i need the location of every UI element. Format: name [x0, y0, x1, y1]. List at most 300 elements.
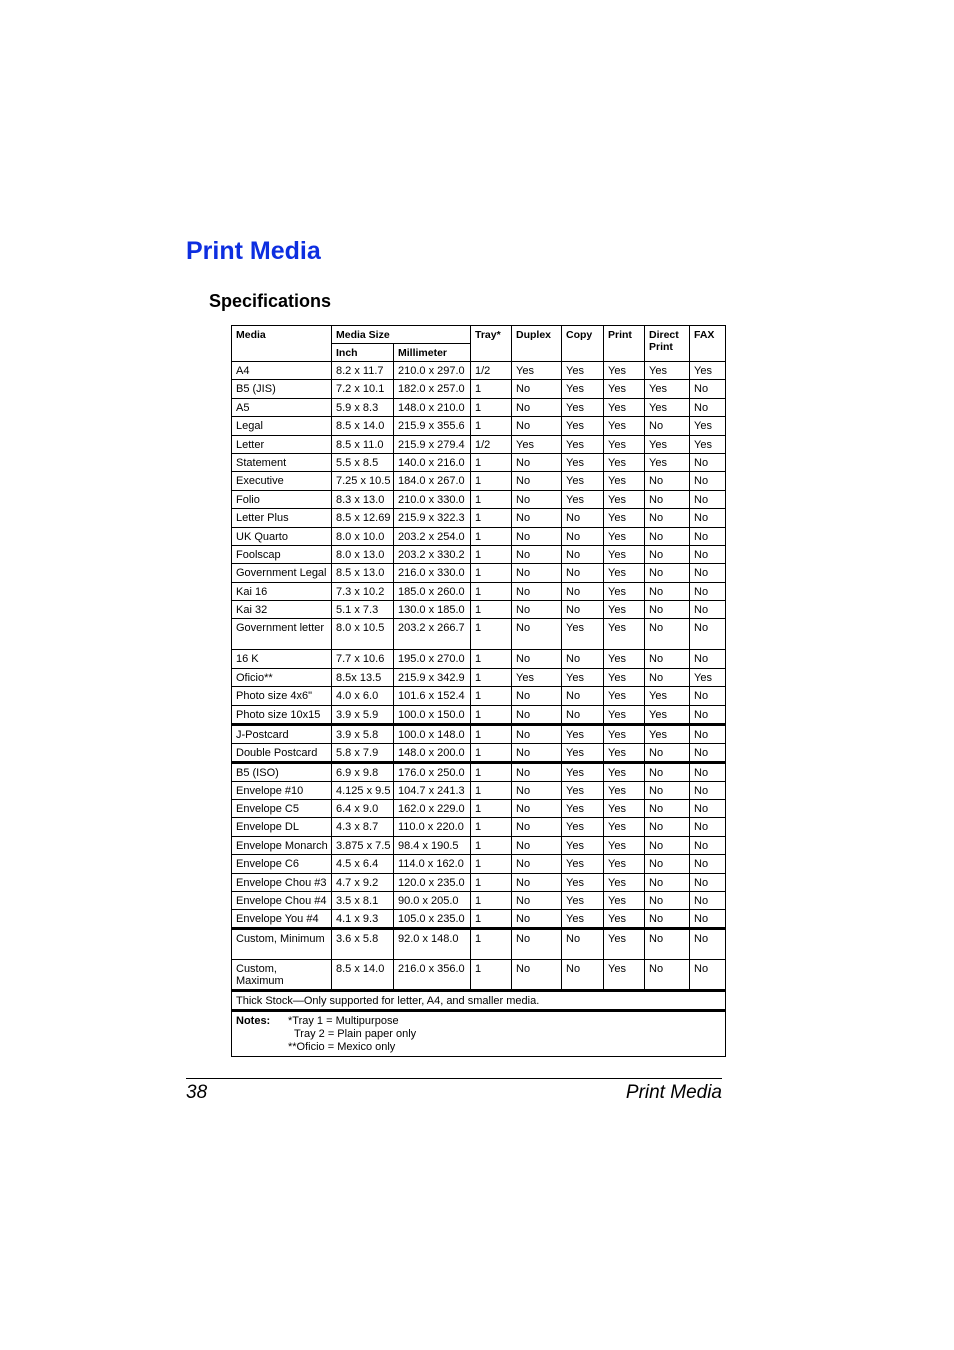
table-cell: Yes [562, 668, 604, 686]
table-cell: 203.2 x 330.2 [394, 545, 471, 563]
table-cell: Photo size 10x15 [232, 705, 332, 724]
table-row [232, 619, 726, 650]
table-cell: Envelope #10 [232, 781, 332, 799]
table-row [232, 472, 726, 490]
table-cell: 185.0 x 260.0 [394, 582, 471, 600]
table-cell: No [562, 650, 604, 668]
notes-lines [288, 1015, 416, 1054]
table-cell: No [512, 545, 562, 563]
table-cell: No [645, 743, 690, 762]
table-cell: No [690, 453, 726, 471]
table-row [232, 564, 726, 582]
table-cell: 8.5 x 14.0 [332, 960, 394, 991]
table-cell: 1/2 [471, 362, 512, 380]
table-cell: Envelope You #4 [232, 910, 332, 929]
table-row [232, 417, 726, 435]
header-media-size: Media Size [332, 326, 471, 344]
table-row [232, 582, 726, 600]
table-row [232, 545, 726, 563]
table-cell: Yes [604, 929, 645, 960]
note-line: Tray 2 = Plain paper only [294, 1028, 417, 1041]
table-row [232, 800, 726, 818]
table-cell: Yes [604, 724, 645, 743]
table-cell: No [645, 668, 690, 686]
table-cell: 184.0 x 267.0 [394, 472, 471, 490]
table-cell: No [690, 490, 726, 508]
note-line: *Tray 1 = Multipurpose [288, 1015, 399, 1028]
table-cell: 8.5x 13.5 [332, 668, 394, 686]
section-heading: Specifications [209, 291, 332, 311]
media-spec-table [231, 325, 726, 1057]
table-cell: No [645, 527, 690, 545]
table-cell: Yes [562, 873, 604, 891]
table-cell: Yes [604, 743, 645, 762]
table-cell: Envelope C5 [232, 800, 332, 818]
table-cell: Envelope Monarch [232, 836, 332, 854]
table-cell: No [645, 762, 690, 781]
table-cell: 1 [471, 453, 512, 471]
table-cell: 1 [471, 743, 512, 762]
table-cell: Yes [604, 800, 645, 818]
table-cell: J-Postcard [232, 724, 332, 743]
page-title: Print Media [186, 237, 321, 265]
table-cell: Yes [604, 509, 645, 527]
table-cell: Legal [232, 417, 332, 435]
table-cell: No [645, 960, 690, 991]
table-cell: Yes [562, 781, 604, 799]
table-cell: No [512, 472, 562, 490]
table-cell: No [512, 509, 562, 527]
table-cell: No [690, 564, 726, 582]
table-cell: Yes [604, 490, 645, 508]
table-cell: 1 [471, 619, 512, 650]
table-cell: 1 [471, 380, 512, 398]
table-cell: 203.2 x 266.7 [394, 619, 471, 650]
table-row [232, 929, 726, 960]
table-cell: Government Legal [232, 564, 332, 582]
table-cell: No [512, 836, 562, 854]
table-cell: No [512, 453, 562, 471]
table-cell: 1 [471, 509, 512, 527]
table-cell: 8.5 x 11.0 [332, 435, 394, 453]
table-cell: 1 [471, 650, 512, 668]
table-cell: Yes [604, 873, 645, 891]
table-cell: 100.0 x 148.0 [394, 724, 471, 743]
table-cell: No [562, 545, 604, 563]
table-cell: 1 [471, 762, 512, 781]
table-cell: 8.5 x 14.0 [332, 417, 394, 435]
table-cell: Yes [562, 724, 604, 743]
table-cell: 114.0 x 162.0 [394, 855, 471, 873]
table-cell: Photo size 4x6" [232, 687, 332, 705]
table-row [232, 762, 726, 781]
table-cell: Yes [604, 472, 645, 490]
table-cell: No [512, 398, 562, 416]
table-cell: Yes [562, 855, 604, 873]
table-row [232, 724, 726, 743]
table-cell: No [645, 781, 690, 799]
table-row [232, 601, 726, 619]
table-cell: 7.7 x 10.6 [332, 650, 394, 668]
table-cell: 7.3 x 10.2 [332, 582, 394, 600]
table-cell: Yes [562, 818, 604, 836]
footer-divider [186, 1078, 722, 1079]
table-cell: Yes [645, 453, 690, 471]
table-cell: Yes [690, 417, 726, 435]
table-cell: No [690, 687, 726, 705]
table-cell: No [690, 818, 726, 836]
table-cell: 210.0 x 297.0 [394, 362, 471, 380]
table-cell: Yes [562, 800, 604, 818]
table-cell: Yes [604, 781, 645, 799]
table-cell: Folio [232, 490, 332, 508]
table-cell: Yes [512, 362, 562, 380]
table-cell: 1/2 [471, 435, 512, 453]
table-cell: 8.5 x 12.69 [332, 509, 394, 527]
table-cell: No [690, 527, 726, 545]
table-cell: No [690, 781, 726, 799]
table-cell: 140.0 x 216.0 [394, 453, 471, 471]
table-cell: 101.6 x 152.4 [394, 687, 471, 705]
table-cell: Yes [604, 836, 645, 854]
table-cell: Yes [645, 380, 690, 398]
table-cell: No [645, 650, 690, 668]
table-cell: No [690, 724, 726, 743]
table-cell: No [690, 380, 726, 398]
table-cell: Letter Plus [232, 509, 332, 527]
table-cell: Double Postcard [232, 743, 332, 762]
table-cell: No [645, 910, 690, 929]
table-cell: 98.4 x 190.5 [394, 836, 471, 854]
table-cell: No [562, 687, 604, 705]
table-cell: No [562, 705, 604, 724]
table-cell: 3.875 x 7.5 [332, 836, 394, 854]
header-media: Media [232, 326, 332, 362]
table-body [232, 362, 726, 991]
table-cell: No [690, 929, 726, 960]
table-cell: 1 [471, 545, 512, 563]
running-footer-title: Print Media [625, 1082, 722, 1103]
table-cell: Government letter [232, 619, 332, 650]
table-cell: Yes [604, 855, 645, 873]
table-cell: Yes [604, 435, 645, 453]
table-cell: Yes [562, 490, 604, 508]
table-cell: Yes [645, 398, 690, 416]
table-cell: No [512, 873, 562, 891]
table-cell: 8.2 x 11.7 [332, 362, 394, 380]
table-cell: 5.1 x 7.3 [332, 601, 394, 619]
table-cell: 3.6 x 5.8 [332, 929, 394, 960]
table-cell: No [645, 490, 690, 508]
table-cell: No [645, 417, 690, 435]
table-cell: No [690, 743, 726, 762]
table-cell: 16 K [232, 650, 332, 668]
table-cell: No [512, 891, 562, 909]
table-row [232, 435, 726, 453]
table-cell: No [512, 910, 562, 929]
table-cell: Yes [604, 891, 645, 909]
table-cell: 1 [471, 564, 512, 582]
table-cell: 8.3 x 13.0 [332, 490, 394, 508]
table-cell: Yes [604, 601, 645, 619]
table-cell: Yes [562, 619, 604, 650]
table-cell: 1 [471, 800, 512, 818]
table-cell: 1 [471, 781, 512, 799]
table-cell: 148.0 x 200.0 [394, 743, 471, 762]
table-cell: Envelope C6 [232, 855, 332, 873]
table-cell: No [690, 855, 726, 873]
table-cell: No [690, 582, 726, 600]
table-cell: No [690, 545, 726, 563]
table-cell: 1 [471, 472, 512, 490]
table-cell: No [645, 619, 690, 650]
table-cell: Yes [562, 762, 604, 781]
note-line: **Oficio = Mexico only [288, 1041, 396, 1054]
table-cell: No [512, 705, 562, 724]
notes-cell [232, 1011, 726, 1057]
table-cell: Yes [562, 453, 604, 471]
header-copy: Copy [562, 326, 604, 362]
table-cell: Yes [604, 362, 645, 380]
table-cell: No [512, 582, 562, 600]
table-row [232, 650, 726, 668]
table-cell: 4.7 x 9.2 [332, 873, 394, 891]
table-cell: Yes [604, 545, 645, 563]
table-cell: Yes [604, 668, 645, 686]
table-cell: 216.0 x 330.0 [394, 564, 471, 582]
table-cell: Yes [562, 417, 604, 435]
table-cell: No [690, 762, 726, 781]
table-cell: 120.0 x 235.0 [394, 873, 471, 891]
table-cell: Yes [562, 836, 604, 854]
table-cell: Yes [562, 472, 604, 490]
header-duplex: Duplex [512, 326, 562, 362]
table-cell: Yes [604, 398, 645, 416]
table-cell: Yes [604, 417, 645, 435]
table-cell: 1 [471, 929, 512, 960]
table-cell: Envelope Chou #3 [232, 873, 332, 891]
page-number: 38 [186, 1082, 208, 1103]
table-cell: No [562, 929, 604, 960]
table-row [232, 668, 726, 686]
table-cell: 3.9 x 5.8 [332, 724, 394, 743]
table-cell: No [690, 619, 726, 650]
table-cell: Yes [562, 362, 604, 380]
table-cell: No [690, 398, 726, 416]
table-cell: Yes [562, 398, 604, 416]
table-cell: No [512, 490, 562, 508]
table-cell: 1 [471, 836, 512, 854]
table-row [232, 687, 726, 705]
table-cell: 216.0 x 356.0 [394, 960, 471, 991]
table-cell: 7.25 x 10.5 [332, 472, 394, 490]
table-cell: No [512, 855, 562, 873]
table-cell: Custom, Minimum [232, 929, 332, 960]
table-cell: Yes [604, 453, 645, 471]
table-cell: 210.0 x 330.0 [394, 490, 471, 508]
thick-stock-note: Thick Stock—Only supported for letter, A4, and smaller media. [232, 991, 726, 1011]
table-row [232, 705, 726, 724]
table-cell: 1 [471, 910, 512, 929]
table-cell: 162.0 x 229.0 [394, 800, 471, 818]
table-cell: 4.1 x 9.3 [332, 910, 394, 929]
table-cell: No [512, 781, 562, 799]
table-cell: No [512, 417, 562, 435]
table-cell: 5.5 x 8.5 [332, 453, 394, 471]
table-cell: Yes [604, 564, 645, 582]
table-cell: 215.9 x 342.9 [394, 668, 471, 686]
table-cell: 1 [471, 687, 512, 705]
table-cell: Custom, Maximum [232, 960, 332, 991]
table-cell: Statement [232, 453, 332, 471]
table-row [232, 490, 726, 508]
table-cell: Yes [604, 762, 645, 781]
table-cell: Yes [604, 582, 645, 600]
table-cell: No [512, 762, 562, 781]
table-cell: Yes [690, 435, 726, 453]
table-cell: 215.9 x 322.3 [394, 509, 471, 527]
table-cell: 1 [471, 601, 512, 619]
table-cell: No [645, 818, 690, 836]
table-cell: 1 [471, 705, 512, 724]
table-cell: Letter [232, 435, 332, 453]
table-cell: No [562, 527, 604, 545]
table-cell: 1 [471, 668, 512, 686]
table-cell: No [690, 472, 726, 490]
header-print: Print [604, 326, 645, 362]
table-cell: No [645, 891, 690, 909]
table-row [232, 873, 726, 891]
table-cell: Kai 32 [232, 601, 332, 619]
table-row [232, 380, 726, 398]
table-cell: 195.0 x 270.0 [394, 650, 471, 668]
table-cell: Oficio** [232, 668, 332, 686]
table-cell: Kai 16 [232, 582, 332, 600]
table-row [232, 509, 726, 527]
table-cell: Yes [562, 380, 604, 398]
table-cell: Yes [690, 362, 726, 380]
header-fax: FAX [690, 326, 726, 362]
table-row [232, 362, 726, 380]
table-cell: Yes [604, 619, 645, 650]
table-cell: No [512, 724, 562, 743]
table-cell: 203.2 x 254.0 [394, 527, 471, 545]
table-cell: No [645, 564, 690, 582]
table-cell: No [645, 472, 690, 490]
table-row [232, 781, 726, 799]
table-cell: 1 [471, 960, 512, 991]
table-cell: No [512, 564, 562, 582]
table-cell: 1 [471, 891, 512, 909]
table-cell: No [690, 601, 726, 619]
table-cell: 130.0 x 185.0 [394, 601, 471, 619]
table-cell: No [512, 818, 562, 836]
table-cell: 8.5 x 13.0 [332, 564, 394, 582]
table-row [232, 743, 726, 762]
table-cell: Yes [604, 818, 645, 836]
table-cell: Yes [604, 687, 645, 705]
table-cell: 1 [471, 724, 512, 743]
table-cell: Yes [645, 362, 690, 380]
table-row [232, 855, 726, 873]
table-cell: Yes [512, 435, 562, 453]
table-row [232, 836, 726, 854]
table-cell: Yes [604, 960, 645, 991]
table-cell: No [562, 564, 604, 582]
table-cell: No [645, 855, 690, 873]
table-cell: 1 [471, 582, 512, 600]
table-cell: B5 (JIS) [232, 380, 332, 398]
table-cell: 148.0 x 210.0 [394, 398, 471, 416]
table-cell: No [690, 650, 726, 668]
table-cell: 100.0 x 150.0 [394, 705, 471, 724]
table-cell: 8.0 x 10.0 [332, 527, 394, 545]
table-cell: 1 [471, 417, 512, 435]
table-cell: 7.2 x 10.1 [332, 380, 394, 398]
table-cell: 104.7 x 241.3 [394, 781, 471, 799]
table-cell: A5 [232, 398, 332, 416]
table-cell: 1 [471, 398, 512, 416]
table-cell: No [645, 582, 690, 600]
table-cell: No [645, 929, 690, 960]
table-cell: No [690, 873, 726, 891]
table-cell: No [512, 687, 562, 705]
table-cell: No [690, 960, 726, 991]
table-cell: 5.9 x 8.3 [332, 398, 394, 416]
table-cell: 1 [471, 818, 512, 836]
table-cell: No [562, 509, 604, 527]
table-cell: Yes [645, 724, 690, 743]
table-cell: No [645, 601, 690, 619]
table-row [232, 453, 726, 471]
table-cell: Foolscap [232, 545, 332, 563]
table-cell: Yes [604, 705, 645, 724]
table-cell: Yes [645, 687, 690, 705]
table-cell: No [690, 891, 726, 909]
header-direct-print: Direct Print [645, 326, 690, 362]
table-cell: Yes [604, 910, 645, 929]
table-cell: No [645, 545, 690, 563]
table-cell: 4.3 x 8.7 [332, 818, 394, 836]
table-cell: Yes [562, 435, 604, 453]
table-cell: No [512, 619, 562, 650]
header-millimeter: Millimeter [394, 344, 471, 362]
table-cell: 8.0 x 10.5 [332, 619, 394, 650]
table-cell: No [512, 743, 562, 762]
table-cell: 8.0 x 13.0 [332, 545, 394, 563]
table-cell: 4.125 x 9.5 [332, 781, 394, 799]
table-cell: No [512, 650, 562, 668]
table-cell: No [645, 800, 690, 818]
table-cell: Executive [232, 472, 332, 490]
table-cell: UK Quarto [232, 527, 332, 545]
table-cell: Envelope Chou #4 [232, 891, 332, 909]
table-row [232, 818, 726, 836]
table-cell: 1 [471, 527, 512, 545]
table-row [232, 891, 726, 909]
table-cell: No [645, 509, 690, 527]
table-cell: No [512, 601, 562, 619]
table-cell: No [512, 527, 562, 545]
table-row [232, 527, 726, 545]
table-cell: 1 [471, 855, 512, 873]
table-cell: No [690, 910, 726, 929]
notes-label: Notes: [236, 1015, 271, 1028]
header-tray: Tray* [471, 326, 512, 362]
table-cell: No [645, 873, 690, 891]
table-cell: 1 [471, 490, 512, 508]
header-inch: Inch [332, 344, 394, 362]
